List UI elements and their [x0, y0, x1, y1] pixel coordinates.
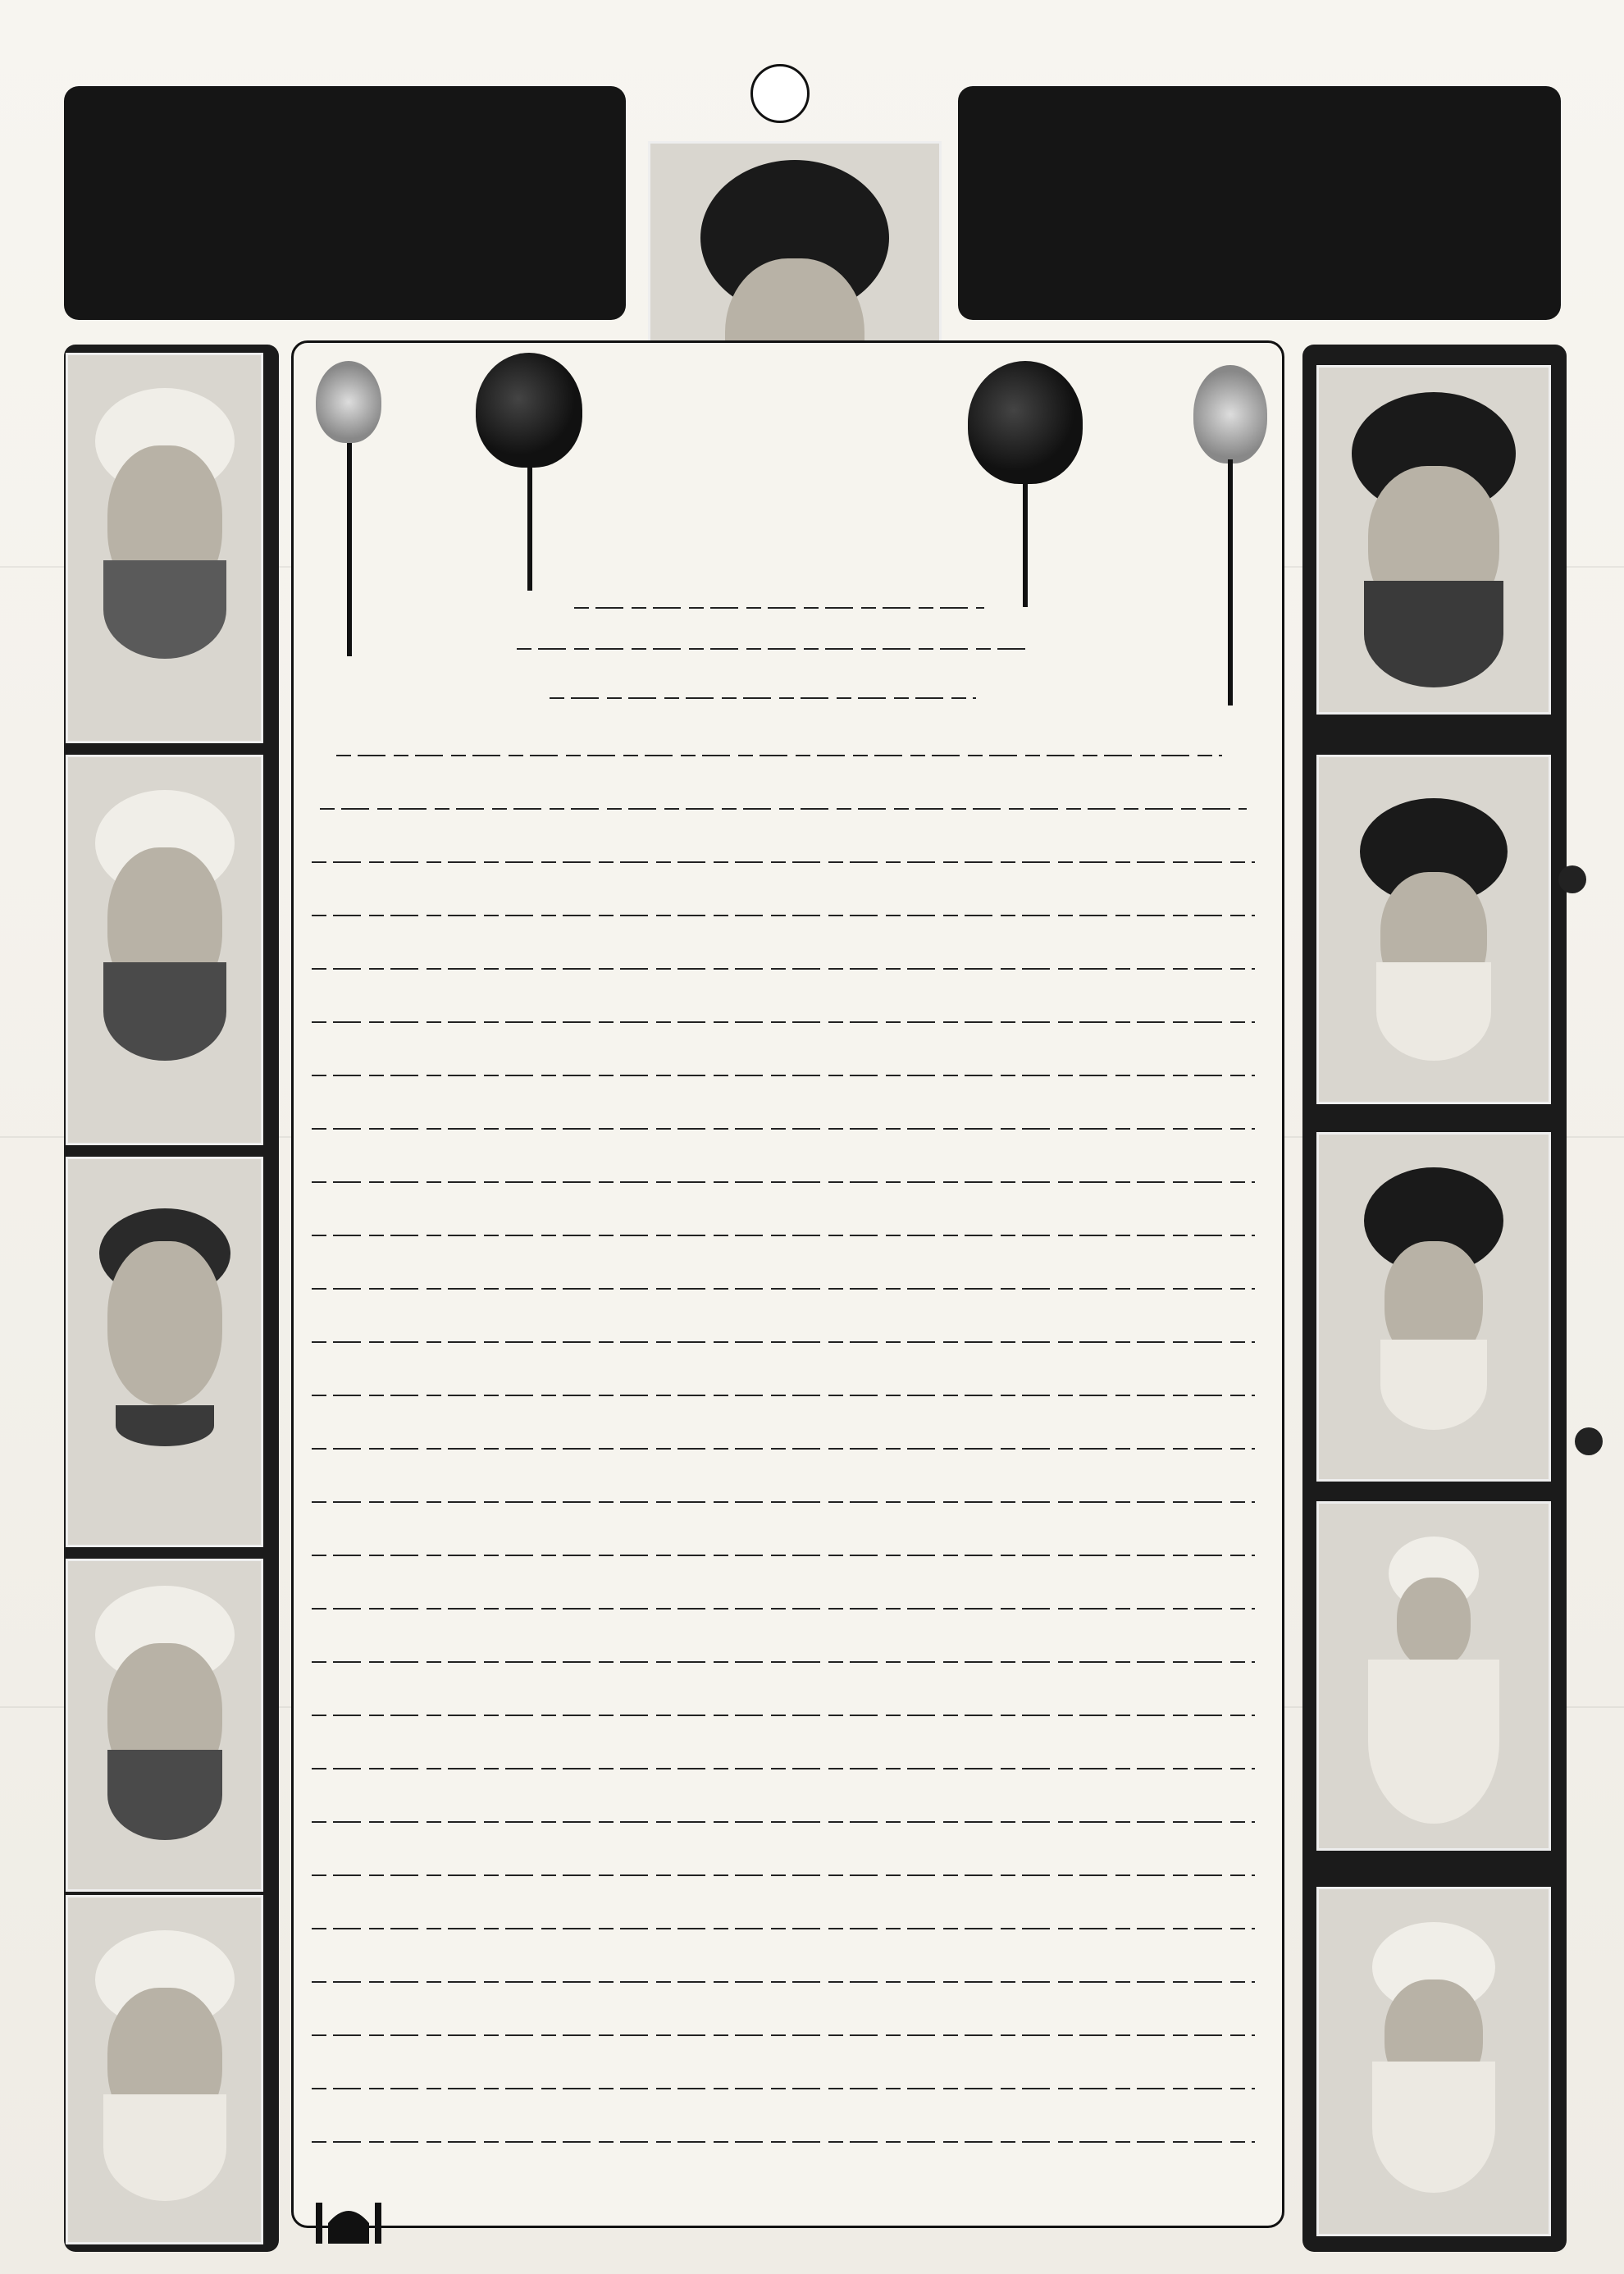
handwritten-line [312, 968, 1255, 970]
handwritten-line [312, 1448, 1255, 1450]
handwritten-line [312, 861, 1255, 863]
handwritten-line [312, 1928, 1255, 1929]
footer-publisher [312, 2186, 607, 2252]
handwritten-line [312, 2034, 1255, 2036]
handwritten-line [312, 915, 1255, 916]
emblem-seal [750, 64, 810, 123]
handwritten-line [312, 1874, 1255, 1876]
handwritten-line [517, 648, 1033, 650]
handwritten-line [336, 755, 1222, 756]
flower-decoration [476, 353, 582, 468]
martyr-portrait [66, 1559, 263, 1892]
martyr-portrait [66, 1895, 263, 2244]
flower-decoration [968, 361, 1083, 484]
margin-handwritten-note [1542, 640, 1599, 1542]
handwritten-line [574, 607, 984, 609]
handwritten-line [312, 1501, 1255, 1503]
handwritten-line [312, 1661, 1255, 1663]
handwritten-line [320, 808, 1247, 810]
testament-handwriting [303, 607, 1267, 2207]
handwritten-line [312, 1981, 1255, 1983]
martyr-portrait [1316, 755, 1551, 1104]
handwritten-line [312, 1715, 1255, 1716]
punch-hole [1575, 1427, 1603, 1455]
martyr-portrait [66, 1157, 263, 1547]
handwritten-line [312, 2088, 1255, 2089]
handwritten-line [312, 1075, 1255, 1076]
handwritten-line [312, 1288, 1255, 1290]
martyr-portrait [1316, 1501, 1551, 1851]
banner-left [64, 86, 626, 320]
martyr-portrait [1316, 1887, 1551, 2236]
flower-decoration [316, 361, 381, 443]
martyr-portrait [1316, 1132, 1551, 1482]
handwritten-line [312, 1181, 1255, 1183]
handwritten-line [312, 2141, 1255, 2143]
martyr-portrait [66, 755, 263, 1145]
flower-stem [1023, 484, 1028, 607]
handwritten-line [312, 1021, 1255, 1023]
handwritten-line [312, 1341, 1255, 1343]
banner-right [958, 86, 1561, 320]
handwritten-line [312, 1555, 1255, 1556]
handwritten-line [312, 1821, 1255, 1823]
handwritten-line [312, 1128, 1255, 1130]
handwritten-name [738, 18, 1001, 67]
handwritten-line [312, 1608, 1255, 1610]
flower-decoration [1193, 365, 1267, 463]
handwritten-line [550, 697, 976, 699]
martyr-portrait [1316, 365, 1551, 715]
handwritten-line [312, 1395, 1255, 1396]
martyr-portrait [66, 353, 263, 743]
flower-stem [527, 468, 532, 591]
handwritten-line [312, 1235, 1255, 1236]
punch-hole [1558, 865, 1586, 893]
handwritten-line [312, 1768, 1255, 1769]
